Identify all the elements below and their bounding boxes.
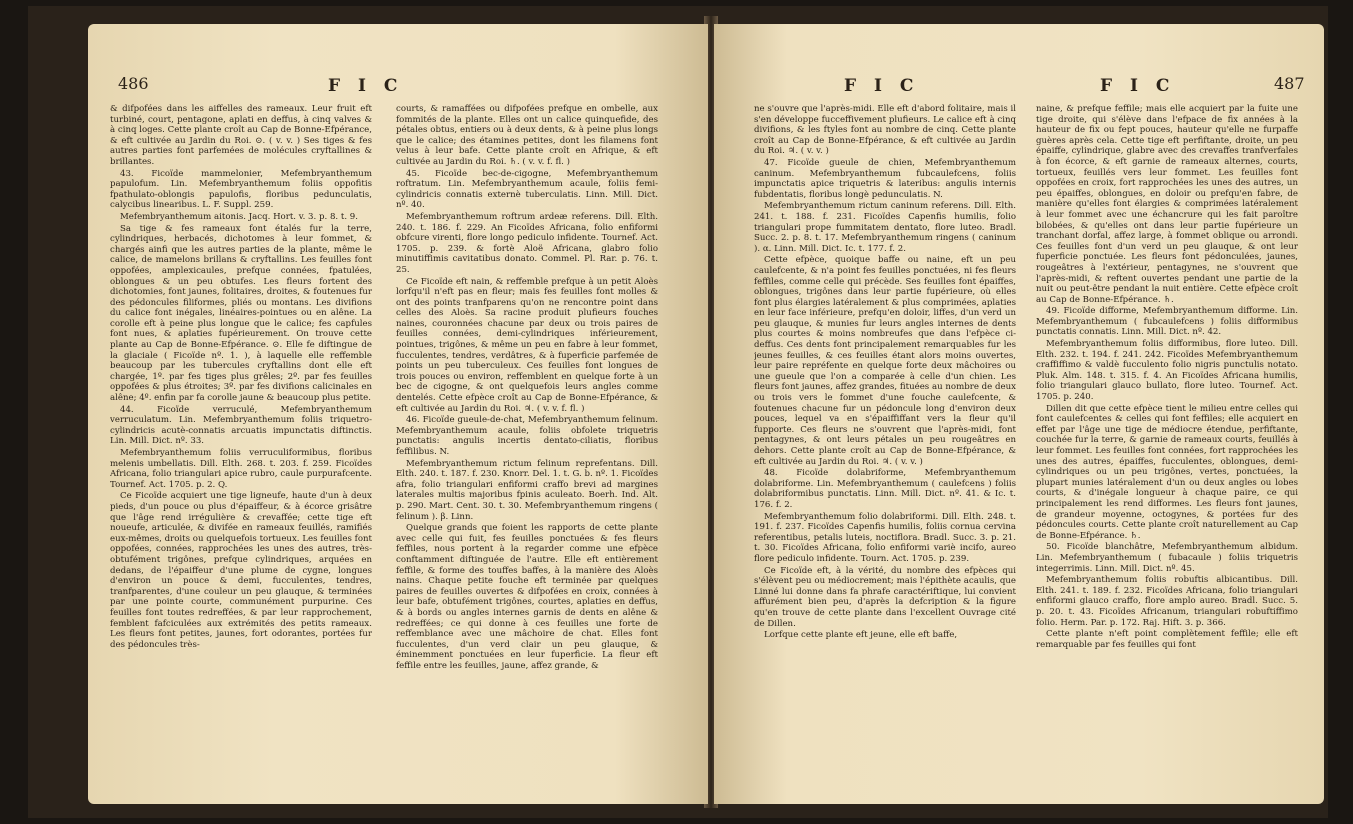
paragraph: Mefembryanthemum foliis verruculiformibus, floribus melenis umbellatis. Dill. Elth. 268. t. 203. f. 259. Ficoïdes Africana, folio triangulari apice rubro, caule purpurafcente. Tournef. Act. 1705. p. 2. Q. (110, 448, 372, 490)
right-column-a (754, 104, 1016, 794)
paragraph: 44. Ficoïde verruculé, Mefembryanthemum verruculatum. Lin. Mefembryanthemum foliis triquetro-cylindricis acutè-connatis arcuatis impunctatis diftinctis. Lin. Mill. Dict. nº. 33. (110, 404, 372, 447)
book-spread (28, 6, 1328, 818)
left-running-head: F I C (328, 76, 404, 96)
paragraph: Mefembryanthemum rictum felinum reprefentans. Dill. Elth. 240. t. 187. f. 230. Knorr. Del. 1. t. G. b. nº. 1. Ficoïdes afra, folio triangulari enfiformi craffo brevi ad margines laterales multis majoribus fpinis aculeato. Boerh. Ind. Alt. p. 290. Mart. Cent. 30. t. 30. Mefembryanthemum ringens ( felinum ). β. Linn. (396, 458, 658, 522)
paragraph: ne s'ouvre que l'après-midi. Elle eft d'abord folitaire, mais il s'en développe fucceffivement plufieurs. Le calice eft à cinq divifions, & les ftyles font au nombre de cinq. Cette plante croît au Cap de Bonne-Efpérance, & eft cultivée au Jardin du Roi. ♃. ( v. v. ) (754, 104, 1016, 157)
right-page (714, 24, 1324, 804)
paragraph: Quelque grands que foient les rapports de cette plante avec celle qui fuit, fes feuilles ponctuées & fes fleurs feffiles, nous portent à la regarder comme une efpèce conftamment diftinguée de l'autre. Elle eft entièrement feffile, & forme des touffes baffes, à la manière des Aloès nains. Chaque petite fouche eft terminée par quelques paires de feuilles ouvertes & difpofées en croix, connées à leur bafe, obtufément trigônes, courtes, aplaties en deffus, & à bords ou angles internes garnis de dents en alêne & redreffées; ce qui donne à ces feuilles une forte de reffemblance avec une mâchoire de chat. Elles font fucculentes, d'un verd clair un peu glauque, & éminemment ponctuées en leur fuperficie. La fleur eft feffile entre les feuilles, jaune, affez grande, & (396, 523, 658, 671)
paragraph: Ce Ficoïde acquiert une tige ligneufe, haute d'un à deux pieds, d'un pouce ou plus d'épaiffeur, & à écorce grisâtre que l'âge rend irrégulière & crevaffée; cette tige eft noueufe, articulée, & divifée en rameaux feuillés, ramifiés eux-mêmes, droits ou quelquefois tortueux. Les feuilles font oppofées, connées, rapprochées les unes des autres, très-obtufément trigônes, prefque cylindriques, arquées en dedans, de l'épaiffeur d'une plume de cygne, longues d'environ un pouce & demi, fucculentes, tendres, tranfparentes, d'une couleur un peu glauque, & terminées par une pointe courte, communément purpurine. Ces feuilles font toutes redreffées, & par leur rapprochement, femblent fafciculées aux extrémités des petits rameaux. Les fleurs font petites, jaunes, fort odorantes, portées fur des pédoncules très- (110, 491, 372, 650)
paragraph: 49. Ficoïde difforme, Mefembryanthemum difforme. Lin. Mefembryanthemum ( fubcaulefcens ) foliis difformibus punctatis connatis. Linn. Mill. Dict. nº. 42. (1036, 306, 1298, 338)
right-column-b (1036, 104, 1298, 794)
paragraph: Mefembryanthemum roftrum ardeæ referens. Dill. Elth. 240. t. 186. f. 229. An Ficoïdes Africana, folio enfiformi obfcure virenti, flore longo pediculo infidente. Tournef. Act. 1705. p. 239. & fortè Aloë Africana, glabro folio minutiffimis cavitatibus donato. Commel. Pl. Rar. p. 76. t. 25. (396, 211, 658, 275)
paragraph: courts, & ramaffées ou difpofées prefque en ombelle, aux fommités de la plante. Elles ont un calice quinquefide, des pétales obtus, entiers ou à deux dents, & à peine plus longs que le calice; des étamines petites, dont les filamens font velus à leur bafe. Cette plante croît en Afrique, & eft cultivée au Jardin du Roi. ♄. ( v. v. f. fl. ) (396, 104, 658, 167)
paragraph: 48. Ficoïde dolabriforme, Mefembryanthemum dolabriforme. Lin. Mefembryanthemum ( caulefcens ) foliis dolabriformibus punctatis. Linn. Mill. Dict. nº. 41. & Ic. t. 176. f. 2. (754, 468, 1016, 510)
right-page-number: 487 (1274, 74, 1305, 93)
paragraph: Mefembryanthemum foliis difformibus, flore luteo. Dill. Elth. 232. t. 194. f. 241. 242. Ficoïdes Mefembryanthemum craffiffimo & valdè fucculento folio nigris punctulis notato. Pluk. Alm. 148. t. 315. f. 4. An Ficoïdes Africana humilis, folio triangulari glauco bullato, flore luteo. Tournef. Act. 1705. p. 240. (1036, 339, 1298, 403)
paragraph: 43. Ficoïde mammelonier, Mefembryanthemum papulofum. Lin. Mefembryanthemum foliis oppofitis fpathulato-oblongis papulofis, floribus pedunculatis, calycibus linearibus. L. F. Suppl. 259. (110, 168, 372, 211)
paragraph: 46. Ficoïde gueule-de-chat, Mefembryanthemum felinum. Mefembryanthemum acaule, foliis obfolete triquetris punctatis: angulis incertis dentato-ciliatis, floribus feffilibus. N. (396, 415, 658, 457)
paragraph: 50. Ficoïde blanchâtre, Mefembryanthemum albidum. Lin. Mefembryanthemum ( fubacaule ) foliis triquetris integerrimis. Linn. Mill. Dict. nº. 45. (1036, 542, 1298, 574)
left-column-b (396, 104, 658, 794)
right-running-head-b: F I C (1100, 76, 1176, 96)
paragraph: 45. Ficoïde bec-de-cigogne, Mefembryanthemum roftratum. Lin. Mefembryanthemum acaule, foliis femi-cylindricis connatis externè tuberculatis. Linn. Mill. Dict. nº. 40. (396, 168, 658, 211)
paragraph: & difpofées dans les aiffelles des rameaux. Leur fruit eft turbiné, court, pentagone, aplati en deffus, à cinq valves & à cinq loges. Cette plante croît au Cap de Bonne-Efpérance, & eft cultivée au Jardin du Roi. ⊙. ( v. v. ) Ses tiges & fes autres parties font parfemées de molécules cryftallines & brillantes. (110, 104, 372, 167)
left-page-number: 486 (118, 74, 149, 93)
paragraph: Ce Ficoïde eft, à la vérité, du nombre des efpèces qui s'élèvent peu ou médiocrement; mais l'épithète acaulis, que Linné lui donne dans fa phrafe caractériftique, lui convient affurément bien peu, d'après la defcription & la figure qu'en trouve de cette plante dans l'excellent Ouvrage cité de Dillen. (754, 565, 1016, 629)
paragraph: Mefembryanthemum folio dolabriformi. Dill. Elth. 248. t. 191. f. 237. Ficoïdes Capenfis humilis, foliis cornua cervina referentibus, petalis luteis, noctiflora. Bradl. Succ. 3. p. 21. t. 30. Ficoïdes Africana, folio enfiformi variè incifo, aureo flore pediculo infidente. Tourn. Act. 1705. p. 239. (754, 511, 1016, 564)
paragraph: 47. Ficoïde gueule de chien, Mefembryanthemum caninum. Mefembryanthemum fubcaulefcens, foliis impunctatis apice triquetris & lateribus: angulis internis fubdentatis, floribus longè pedunculatis. N. (754, 157, 1016, 200)
paragraph: Sa tige & fes rameaux font étalés fur la terre, cylindriques, herbacés, dichotomes à leur fommet, & chargés ainfi que les autres parties de la plante, même le calice, de mamelons brillans & cryftallins. Les feuilles font oppofées, amplexicaules, prefque connées, fpatulées, oblongues & un peu obtufes. Les fleurs fortent des dichotomies, font jaunes, folitaires, droites, & foutenues fur des pédoncules filiformes, pliés ou montans. Les divifions du calice font inégales, linéaires-pointues ou en alêne. La corolle eft à peine plus longue que le calice; fes capfules font nues, & aplaties fupérieurement. On trouve cette plante au Cap de Bonne-Efpérance. ⊙. Elle fe diftingue de la glaciale ( Ficoïde nº. 1. ), à laquelle elle reffemble beaucoup par les tubercules cryftallins dont elle eft chargée, 1º. par fes tiges plus grêles; 2º. par fes feuilles oppofées & plus étroites; 3º. par fes divifions calicinales en alêne; 4º. enfin par fa corolle jaune & beaucoup plus petite. (110, 223, 372, 404)
paragraph: naine, & prefque feffile; mais elle acquiert par la fuite une tige droite, qui s'élève dans l'efpace de fix années à la hauteur de fix ou fept pouces, hauteur qu'elle ne furpaffe guères après cela. Cette tige eft perfiftante, droite, un peu épaiffe, cylindrique, glabre avec des crevaffes tranfverfales à fon écorce, & eft garnie de rameaux alternes, courts, tortueux, feuillés vers leur fommet. Les feuilles font oppofées en croix, fort rapprochées les unes des autres, un peu épaiffes, oblongues, en doloir ou prefqu'en fabre, de manière qu'elles font élargies & comprimées latéralement à leur fommet avec une échancrure qui les fait paroître bilobées, & qu'elles ont dans leur partie fupérieure un tranchant dorfal, affez large, à fommet oblique ou arrondi. Ces feuilles font d'un verd un peu glauque, & ont leur fuperficie ponctuée. Les fleurs font pédonculées, jaunes, rougeâtres à l'extérieur, pentagynes, ne s'ouvrent que l'après-midi, & reftent ouvertes pendant une partie de la nuit ou peut-être pendant la nuit entière. Cette efpèce croît au Cap de Bonne-Efpérance. ♄. (1036, 104, 1298, 305)
left-column-a (110, 104, 372, 794)
paragraph: Mefembryanthemum rictum caninum referens. Dill. Elth. 241. t. 188. f. 231. Ficoïdes Capenfis humilis, folio triangulari prope fummitatem dentato, flore luteo. Bradl. Succ. 2. p. 8. t. 17. Mefembryanthemum ringens ( caninum ). α. Linn. Mill. Dict. Ic. t. 177. f. 2. (754, 201, 1016, 254)
paragraph: Ce Ficoïde eft nain, & reffemble prefque à un petit Aloès lorfqu'il n'eft pas en fleur; mais fes feuilles font molles & ont des points tranfparens qu'on ne rencontre point dans celles des Aloès. Sa racine produit plufieurs fouches naines, couronnées chacune par deux ou trois paires de feuilles connées, demi-cylindriques inférieurement, pointues, trigônes, & même un peu en fabre à leur fommet, fucculentes, tendres, verdâtres, & à fuperficie parfemée de points un peu tuberculeux. Ces feuilles font longues de trois pouces ou environ, reffemblent en quelque forte à un bec de cigogne, & ont quelquefois leurs angles comme dentelés. Cette efpèce croît au Cap de Bonne-Efpérance, & eft cultivée au Jardin du Roi. ♃. ( v. v. f. fl. ) (396, 276, 658, 414)
left-page (88, 24, 708, 804)
paragraph: Mefembryanthemum aitonis. Jacq. Hort. v. 3. p. 8. t. 9. (120, 211, 358, 222)
paragraph: Dillen dit que cette efpèce tient le milieu entre celles qui font caulefcentes & celles qui font feffiles; elle acquiert en effet par l'âge une tige de médiocre étendue, perfiftante, couchée fur la terre, & garnie de rameaux courts, feuillés à leur fommet. Les feuilles font connées, fort rapprochées les unes des autres, épaiffes, fucculentes, oblongues, demi-cylindriques ou un peu trigônes, vertes, ponctuées, la plupart munies latéralement d'un ou deux angles ou lobes courts, & d'inégale longueur à chaque paire, ce qui principalement les rend difformes. Les fleurs font jaunes, de grandeur moyenne, octogynes, & portées fur des pédoncules courts. Cette plante croît naturellement au Cap de Bonne-Efpérance. ♄. (1036, 403, 1298, 541)
paragraph: Lorfque cette plante eft jeune, elle eft baffe, (764, 630, 958, 641)
paragraph: Mefembryanthemum foliis robuftis albicantibus. Dill. Elth. 241. t. 189. f. 232. Ficoïdes Africana, folio triangulari enfiformi glauco craffo, flore amplo aureo. Bradl. Succ. 5. p. 20. t. 43. Ficoïdes Africanum, triangulari robuftiffimo folio. Herm. Par. p. 172. Raj. Hift. 3. p. 366. (1036, 575, 1298, 628)
paragraph: Cette plante n'eft point complètement feffile; elle eft remarquable par fes feuilles qui font (1036, 629, 1298, 650)
paragraph: Cette efpèce, quoique baffe ou naine, eft un peu caulefcente, & n'a point fes feuilles ponctuées, ni fes fleurs feffiles, comme celle qui précède. Ses feuilles font épaiffes, oblongues, trigônes dans leur partie fupérieure, où elles font plus élargies latéralement & plus comprimées, aplaties en leur face inférieure, prefqu'en doloir, liffes, d'un verd un peu glauque, & munies fur leurs angles internes de dents plus courtes & moins nombreufes que dans l'efpèce ci-deffus. Ces dents font principalement remarquables fur les jeunes feuilles, & ces feuilles étant alors moins ouvertes, leur paire repréfente en quelque forte deux mâchoires ou une gueule que l'on a comparée à celle d'un chien. Les fleurs font jaunes, affez grandes, fituées au nombre de deux ou trois vers le fommet d'une fouche caulefcente, & foutenues chacune fur un pédoncule long d'environ deux pouces, lequel va en s'épaiffiffant vers la fleur qu'il fupporte. Ces fleurs ne s'ouvrent que l'après-midi, font pentagynes, & ont leurs pétales un peu rougeâtres en dehors. Cette plante croît au Cap de Bonne-Efpérance, & eft cultivée au Jardin du Roi. ♃. ( v. v. ) (754, 255, 1016, 467)
right-running-head-a: F I C (844, 76, 920, 96)
